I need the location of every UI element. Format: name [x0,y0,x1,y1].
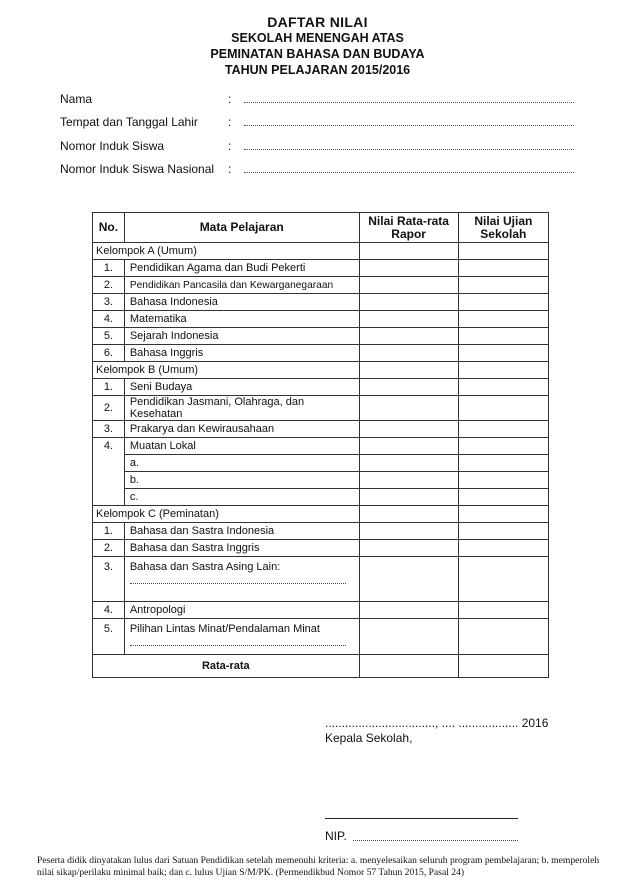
rapor-cell[interactable] [359,345,458,362]
rapor-cell[interactable] [359,557,458,602]
rapor-cell[interactable] [359,294,458,311]
average-row [93,655,549,678]
col-no-header: No. [93,213,125,243]
group-label: Kelompok C (Peminatan) [93,506,360,523]
rapor-cell[interactable] [359,523,458,540]
ujian-average-cell[interactable] [458,655,548,678]
ujian-cell[interactable] [458,489,548,506]
rapor-cell[interactable] [359,602,458,619]
ujian-cell[interactable] [458,294,548,311]
table-row: 4. Antropologi [93,602,549,619]
table-row [93,472,549,489]
table-row: 2. Pendidikan Pancasila dan Kewarganegaraan [93,277,549,294]
signature-line[interactable] [325,818,518,819]
rapor-cell[interactable] [359,438,458,455]
subject-name: Matematika [124,311,359,328]
ujian-cell[interactable] [458,311,548,328]
group-label: Kelompok B (Umum) [93,362,360,379]
rapor-cell[interactable] [359,396,458,421]
signature-date: ................................., .... .................. 2016 [325,716,549,730]
rapor-cell[interactable] [359,489,458,506]
muatan-lokal-sub[interactable]: a. [124,455,359,472]
muatan-lokal-sub[interactable]: c. [124,489,359,506]
subject-name: Antropologi [124,602,359,619]
rapor-cell[interactable] [359,421,458,438]
group-label: Kelompok A (Umum) [93,243,360,260]
identity-label: Tempat dan Tanggal Lahir [60,115,198,129]
ujian-cell[interactable] [458,472,548,489]
identity-label: Nomor Induk Siswa Nasional [60,162,215,176]
document-title: DAFTAR NILAI [267,14,368,30]
ujian-cell[interactable] [458,438,548,455]
subject-name: Seni Budaya [124,379,359,396]
rapor-cell[interactable] [359,328,458,345]
group-row [93,506,549,523]
table-row [93,489,549,506]
rapor-cell[interactable] [359,455,458,472]
subject-name: Bahasa dan Sastra Indonesia [124,523,359,540]
col-ujian-header: Nilai Ujian Sekolah [458,213,548,243]
ujian-cell[interactable] [458,345,548,362]
table-row: 3. Bahasa dan Sastra Asing Lain: [93,557,549,602]
foreign-language-field[interactable] [130,583,346,584]
subject-name: Pilihan Lintas Minat/Pendalaman Minat [129,623,320,635]
subject-name: Bahasa Inggris [124,345,359,362]
school-level: SEKOLAH MENENGAH ATAS [231,31,404,45]
name-field[interactable] [244,102,574,103]
table-row: 2. Bahasa dan Sastra Inggris [93,540,549,557]
rapor-cell[interactable] [359,260,458,277]
footnote: Peserta didik dinyatakan lulus dari Satuan Pendidikan setelah memenuhi kriteria: a. menyelesaikan seluruh program pembelajaran; b. memperoleh nilai sikap/perilaku minimal baik; dan c. lulus Ujian S/M/PK. (Permendikbud Nomor 57 Tahun 2015, Pasal 24) [37,855,600,878]
muatan-lokal-sub[interactable]: b. [124,472,359,489]
nip-field[interactable] [353,840,518,841]
table-row: 3. Bahasa Indonesia [93,294,549,311]
signature-role: Kepala Sekolah, [325,731,413,745]
nis-field[interactable] [244,149,574,150]
stream-name: PEMINATAN BAHASA DAN BUDAYA [210,47,425,61]
table-row: 4. Muatan Lokal [93,438,549,455]
subject-name: Pendidikan Pancasila dan Kewarganegaraan [124,277,359,294]
table-row: 6. Bahasa Inggris [93,345,549,362]
rapor-average-cell[interactable] [359,655,458,678]
ujian-cell[interactable] [458,260,548,277]
table-row: 1. Seni Budaya [93,379,549,396]
nisn-field[interactable] [244,172,574,173]
group-row [93,243,549,260]
subject-name: Prakarya dan Kewirausahaan [124,421,359,438]
table-row: 1. Pendidikan Agama dan Budi Pekerti [93,260,549,277]
subject-name: Pendidikan Agama dan Budi Pekerti [124,260,359,277]
rapor-cell[interactable] [359,311,458,328]
identity-label: Nomor Induk Siswa [60,139,165,153]
average-label: Rata-rata [93,655,360,678]
rapor-cell[interactable] [359,379,458,396]
nip-label: NIP. [325,829,347,843]
cross-interest-field[interactable] [130,645,346,646]
subject-name: Bahasa dan Sastra Asing Lain: [129,561,281,573]
ujian-cell[interactable] [458,557,548,602]
rapor-cell[interactable] [359,472,458,489]
ujian-cell[interactable] [458,619,548,655]
col-rapor-header: Nilai Rata-rata Rapor [359,213,458,243]
ujian-cell[interactable] [458,379,548,396]
ujian-cell[interactable] [458,455,548,472]
rapor-cell[interactable] [359,277,458,294]
ujian-cell[interactable] [458,540,548,557]
table-row: 5. Pilihan Lintas Minat/Pendalaman Minat [93,619,549,655]
subject-name: Muatan Lokal [124,438,359,455]
table-row: 1. Bahasa dan Sastra Indonesia [93,523,549,540]
col-subject-header: Mata Pelajaran [124,213,359,243]
ujian-cell[interactable] [458,277,548,294]
academic-year: TAHUN PELAJARAN 2015/2016 [224,63,411,77]
ujian-cell[interactable] [458,328,548,345]
nip-row [325,829,518,843]
table-row: 5. Sejarah Indonesia [93,328,549,345]
birth-field[interactable] [244,125,574,126]
subject-name: Pendidikan Jasmani, Olahraga, dan Kesehatan [124,396,359,421]
table-row: 2. Pendidikan Jasmani, Olahraga, dan Kesehatan [93,396,549,421]
table-row: 3. Prakarya dan Kewirausahaan [93,421,549,438]
grades-table [92,212,549,678]
ujian-cell[interactable] [458,602,548,619]
ujian-cell[interactable] [458,421,548,438]
group-row [93,362,549,379]
identity-label: Nama [60,92,93,106]
subject-name: Sejarah Indonesia [124,328,359,345]
table-row [93,455,549,472]
subject-name: Bahasa Indonesia [124,294,359,311]
rapor-cell[interactable] [359,619,458,655]
ujian-cell[interactable] [458,523,548,540]
ujian-cell[interactable] [458,396,548,421]
table-header-row [93,213,549,243]
table-row: 4. Matematika [93,311,549,328]
subject-name: Bahasa dan Sastra Inggris [124,540,359,557]
rapor-cell[interactable] [359,540,458,557]
